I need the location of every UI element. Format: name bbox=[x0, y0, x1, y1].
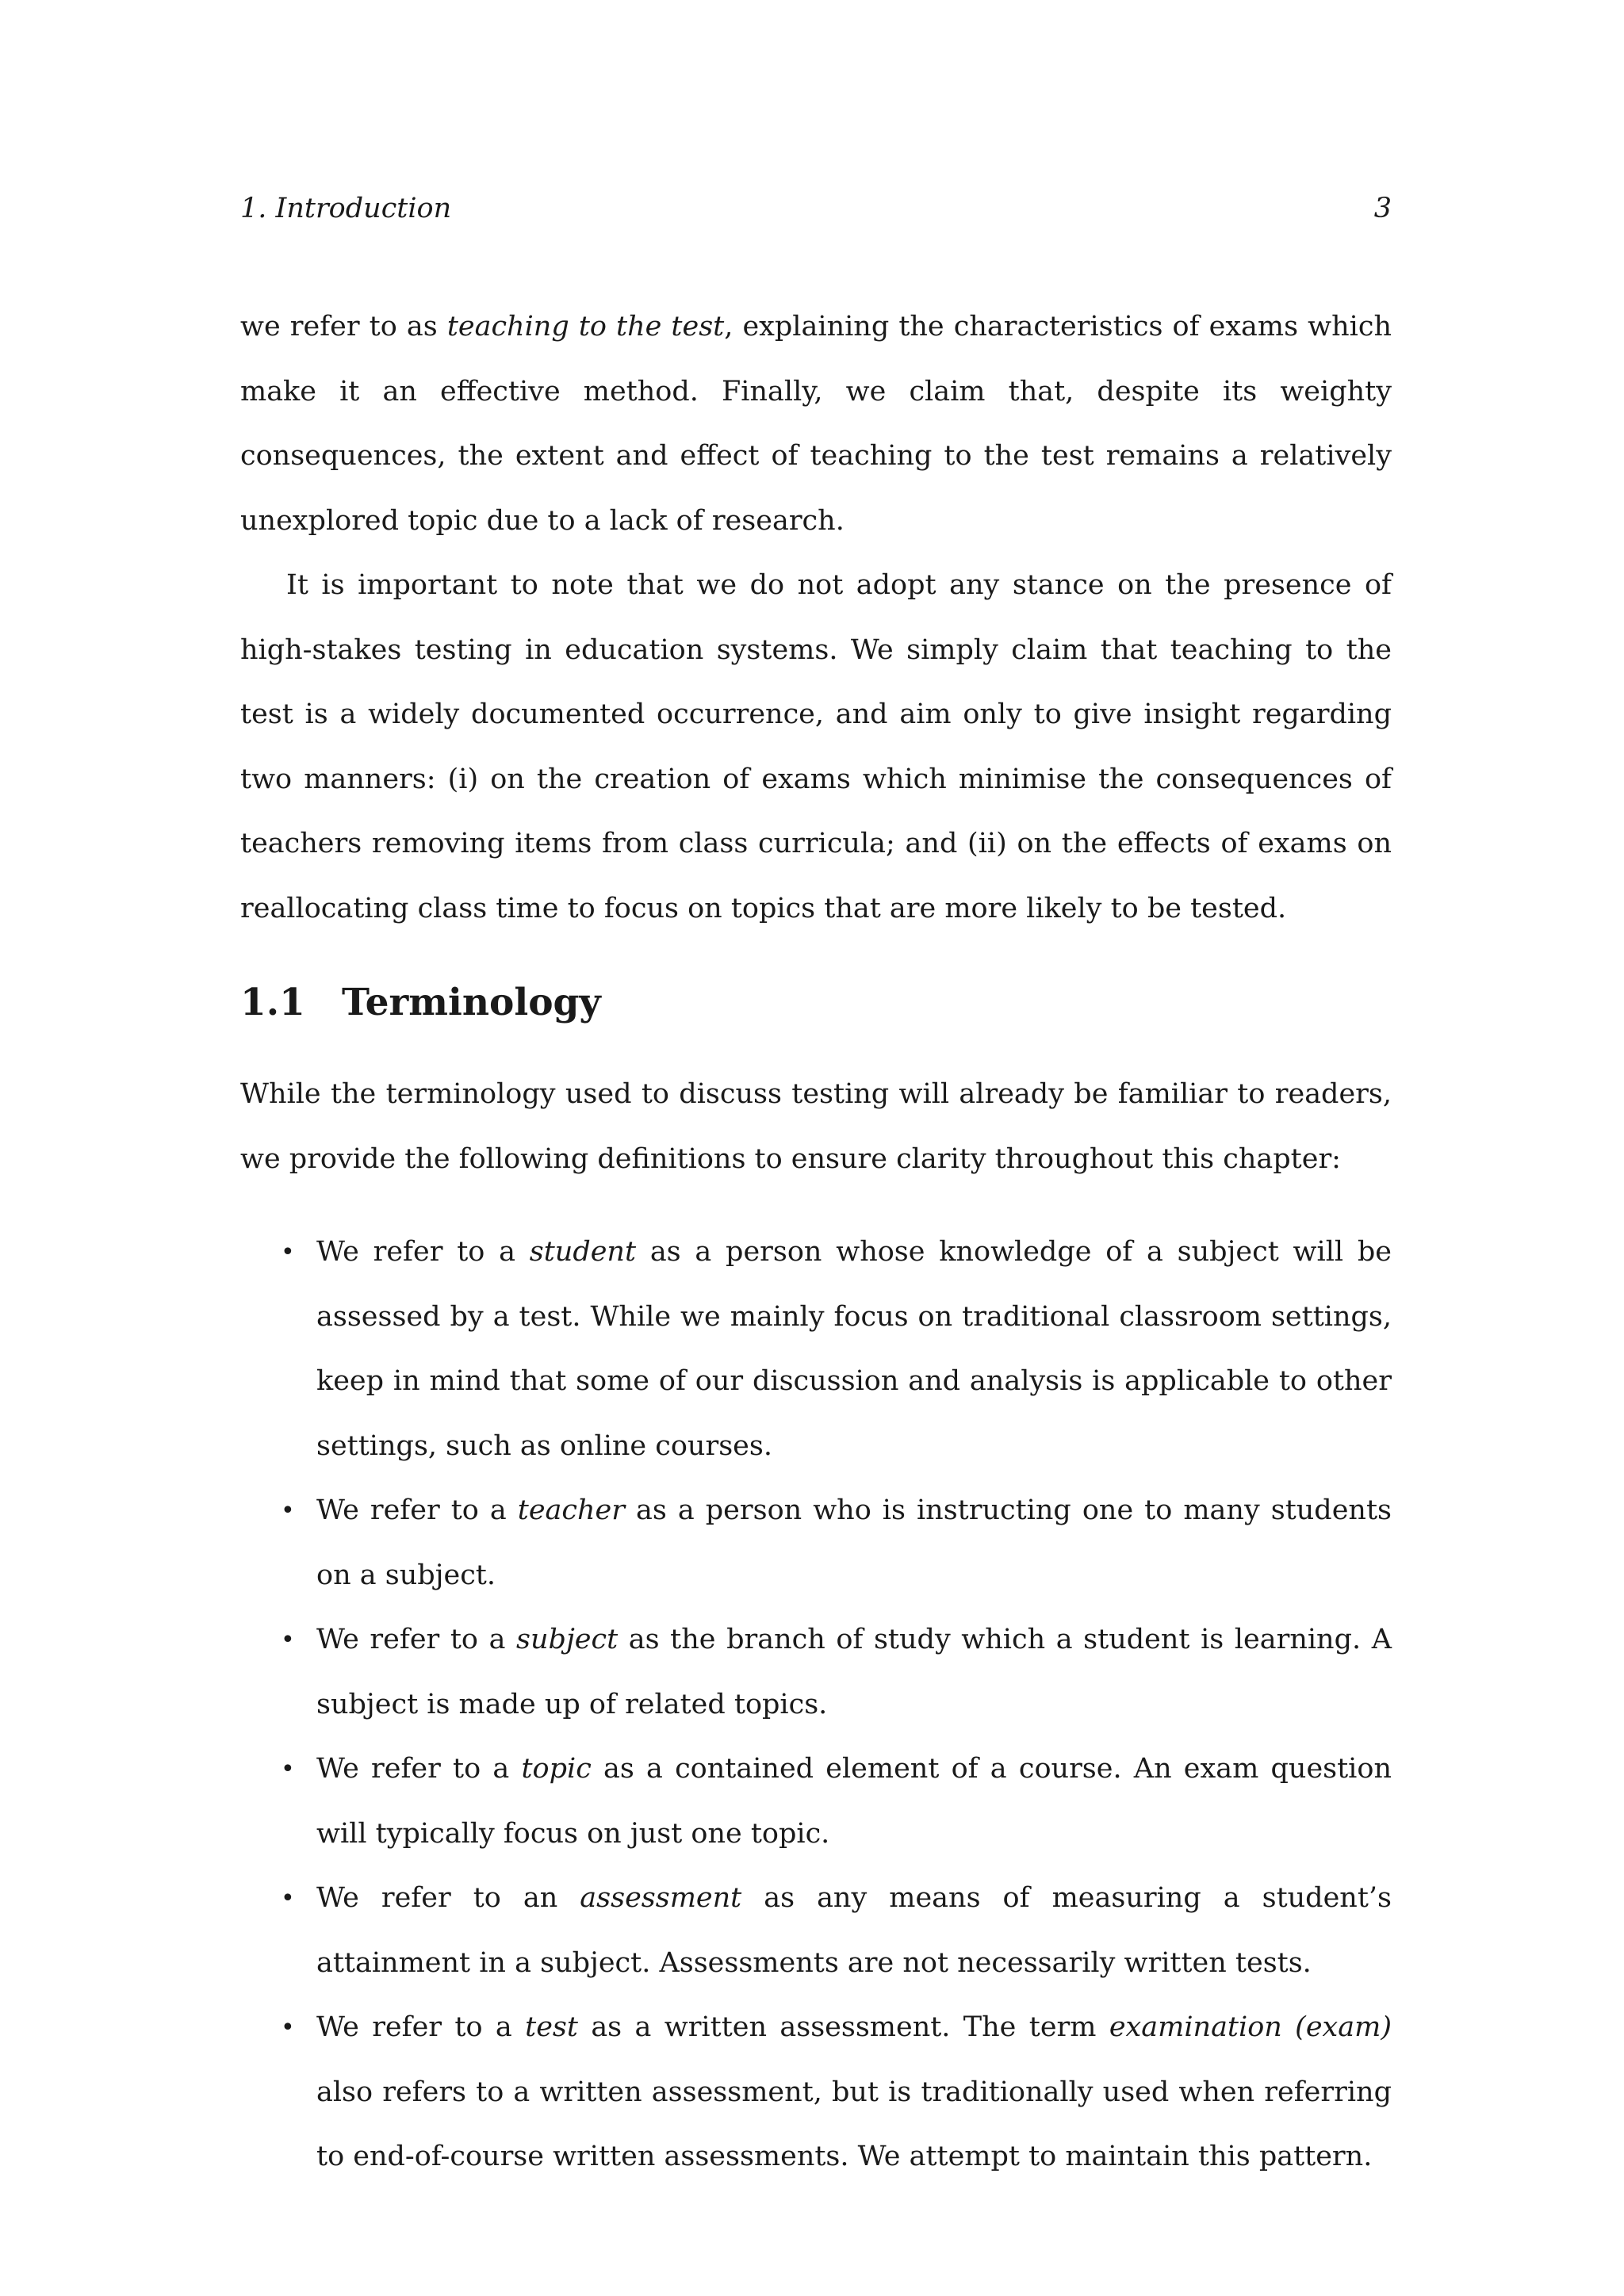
defined-term: subject bbox=[516, 1624, 619, 1655]
intro-paragraph-1: we refer to as teaching to the test, explaining the characteristics of exams which make it an effective method. Finally, we claim that, despite its weighty consequences, the extent and effect of teaching to the test remains a relatively unexplored topic due to a lack of research. bbox=[240, 311, 1392, 537]
defined-term: assessment bbox=[580, 1882, 742, 1914]
document-page bbox=[240, 0, 1392, 2296]
list-item: • We refer to a subject as the branch of study which a student is learning. A subject is made up of related topics. bbox=[240, 1608, 1392, 1737]
bullet-icon: • bbox=[281, 1885, 295, 1912]
defined-term: student bbox=[529, 1236, 637, 1268]
page-body bbox=[240, 295, 1392, 2190]
bullet-icon: • bbox=[281, 2014, 295, 2042]
bullet-icon: • bbox=[281, 1626, 295, 1654]
bullet-icon: • bbox=[281, 1755, 295, 1783]
defined-term: test bbox=[525, 2011, 578, 2043]
list-item: • We refer to an assessment as any means of measuring a student’s attainment in a subject. Assessments are not necessarily written tests. bbox=[240, 1866, 1392, 1996]
bullet-icon: • bbox=[281, 1238, 295, 1266]
bullet-icon: • bbox=[281, 1497, 295, 1525]
chapter-title: 1. Introduction bbox=[240, 193, 452, 224]
section-number: 1.1 bbox=[240, 981, 305, 1024]
running-header bbox=[240, 193, 1392, 232]
list-item: • We refer to a student as a person whose knowledge of a subject will be assessed by a test. While we mainly focus on traditional classroom settings, keep in mind that some of our discussion and analysis is applicable to other settings, such as online courses. bbox=[240, 1220, 1392, 1479]
section-heading bbox=[240, 979, 1392, 1027]
defined-term: topic bbox=[521, 1753, 592, 1785]
list-item: • We refer to a test as a written assessment. The term examination (exam) also refers to a written assessment, but is traditionally used when referring to end-of-course written assessments. We attempt to maintain this pattern. bbox=[240, 1996, 1392, 2190]
emphasized-term: teaching to the test bbox=[446, 311, 725, 342]
list-item: • We refer to a teacher as a person who is instructing one to many students on a subject. bbox=[240, 1479, 1392, 1608]
page-number: 3 bbox=[1373, 193, 1392, 224]
defined-term: teacher bbox=[517, 1494, 625, 1526]
intro-paragraph-2: It is important to note that we do not adopt any stance on the presence of high-stakes testing in education systems. We simply claim that teaching to the test is a widely documented occurrence, and aim only to give insight regarding two manners: (i) on the creation of exams which minimise the consequences of teachers removing items from class curricula; and (ii) on the effects of exams on reallocating class time to focus on topics that are more likely to be tested. bbox=[240, 569, 1392, 924]
list-item: • We refer to a topic as a contained element of a course. An exam question will typically focus on just one topic. bbox=[240, 1737, 1392, 1866]
section-title: Terminology bbox=[342, 981, 601, 1024]
defined-term: examination (exam) bbox=[1109, 2011, 1392, 2043]
definitions-list bbox=[240, 1220, 1392, 2190]
section-lead-paragraph: While the terminology used to discuss testing will already be familiar to readers, we provide the following definitions to ensure clarity throughout this chapter: bbox=[240, 1078, 1392, 1175]
